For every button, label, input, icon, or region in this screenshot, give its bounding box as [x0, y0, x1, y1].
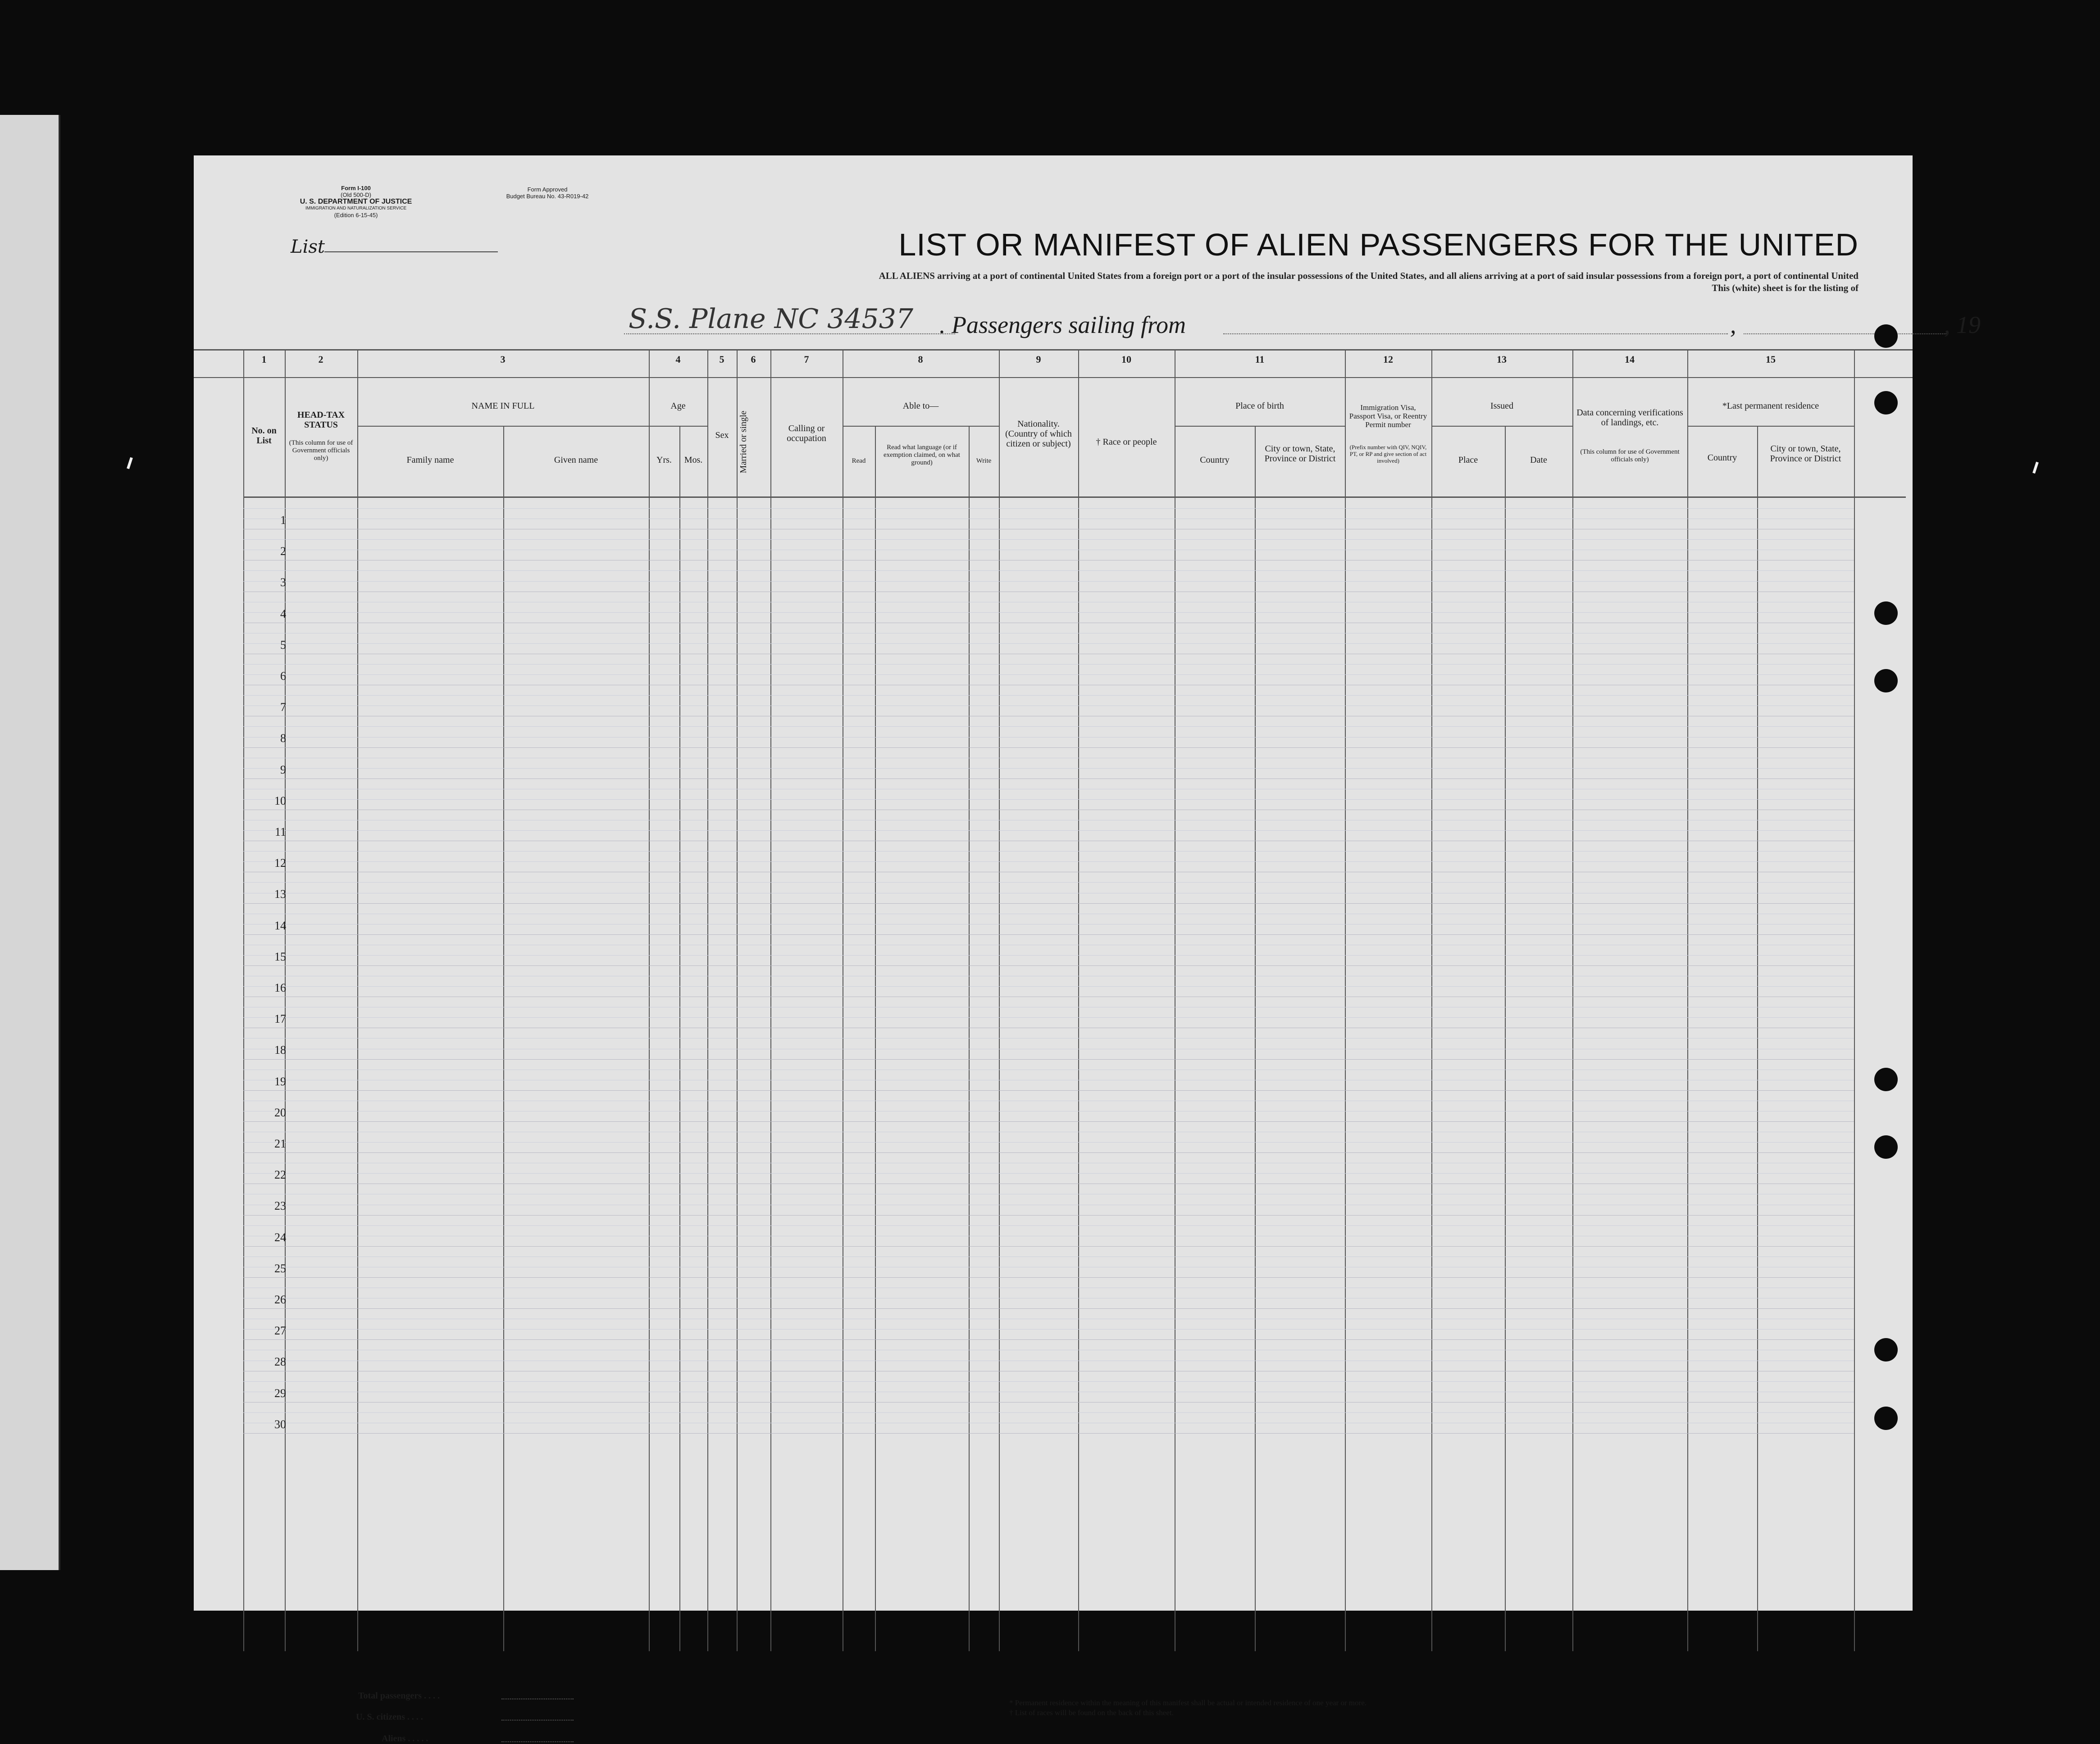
- header-age-yrs: Yrs.: [656, 455, 672, 465]
- row-number: 30: [274, 1417, 286, 1431]
- row-rule: [243, 799, 1854, 800]
- header-issued: Issued: [1490, 401, 1514, 411]
- header-visa-note: (Prefix number with QIV, NQIV, PT, or RP and give section of act involved): [1349, 444, 1427, 464]
- subheader-line: [357, 426, 649, 427]
- col-line: [1572, 349, 1573, 1651]
- row-rule: [243, 1412, 1854, 1413]
- row-rule: [243, 1433, 1854, 1434]
- us-citizens-label: U. S. citizens . . . .: [356, 1712, 423, 1722]
- col-line: [1854, 349, 1855, 1651]
- header-age-mos: Mos.: [684, 455, 703, 465]
- column-number-7: 7: [804, 354, 809, 365]
- subheader-line: [1175, 426, 1345, 427]
- row-number: 11: [274, 825, 286, 838]
- punch-hole: [1874, 1135, 1898, 1159]
- subtitle-line-2: This (white) sheet is for the listing of: [1712, 282, 1859, 293]
- column-number-12: 12: [1383, 354, 1393, 365]
- row-rule: [243, 612, 1854, 613]
- column-number-3: 3: [500, 354, 506, 365]
- subheader-line: [1431, 426, 1572, 427]
- punch-hole: [1874, 669, 1898, 692]
- row-number: 19: [274, 1075, 286, 1088]
- punch-hole: [1874, 1068, 1898, 1091]
- column-number-11: 11: [1255, 354, 1265, 365]
- subheader-line: [843, 426, 999, 427]
- header-nationality: Nationality. (Country of which citizen or subject): [1005, 419, 1072, 449]
- punch-hole: [1874, 1407, 1898, 1430]
- header-no-on-list: No. on List: [251, 426, 277, 446]
- row-rule: [243, 539, 1854, 540]
- aliens-label: Aliens . . . . .: [382, 1734, 428, 1744]
- table-top-border: [194, 349, 1913, 351]
- row-number: 5: [280, 638, 286, 651]
- row-number: 8: [280, 732, 286, 745]
- row-rule: [243, 1059, 1854, 1060]
- adjacent-page-edge: [0, 115, 60, 1570]
- manifest-sheet: [194, 155, 1981, 1744]
- header-age: Age: [670, 401, 686, 411]
- column-number-13: 13: [1497, 354, 1507, 365]
- row-rule: [243, 1173, 1854, 1174]
- edition: (Edition 6-15-45): [334, 212, 378, 219]
- row-number: 14: [274, 919, 286, 932]
- row-rule: [243, 1215, 1854, 1216]
- row-rule: [243, 934, 1854, 935]
- form-approval: [473, 186, 622, 200]
- row-rule: [243, 570, 1854, 571]
- header-issued-date: Date: [1530, 455, 1547, 465]
- column-number-6: 6: [751, 354, 756, 365]
- row-number: 24: [274, 1230, 286, 1244]
- col-line: [1345, 349, 1346, 1651]
- row-number: 20: [274, 1106, 286, 1119]
- row-number: 21: [274, 1137, 286, 1150]
- header-read-language: Read what language (or if exemption claimed, on what ground): [884, 444, 960, 466]
- row-rule: [243, 1277, 1854, 1278]
- row-number: 22: [274, 1168, 286, 1182]
- column-number-divider: [194, 377, 1913, 378]
- footnote-races: † List of races will be found on the back of this sheet.: [1009, 1708, 1174, 1717]
- row-rule: [243, 1152, 1854, 1153]
- row-rule: [243, 861, 1854, 862]
- row-rule: [243, 508, 1854, 509]
- form-header-left: [275, 185, 437, 219]
- row-rule: [243, 674, 1854, 675]
- row-number: 4: [280, 607, 286, 620]
- column-number-15: 15: [1766, 354, 1776, 365]
- row-rule: [243, 737, 1854, 738]
- vessel-field[interactable]: [624, 333, 955, 334]
- header-given-name: Given name: [554, 455, 598, 465]
- form-approved: Form Approved: [527, 186, 568, 193]
- header-head-tax-note: (This column for use of Government officials only): [289, 439, 353, 462]
- header-head-tax: HEAD-TAX STATUS: [297, 410, 345, 430]
- row-rule: [243, 664, 1854, 665]
- row-number: 3: [280, 576, 286, 589]
- col-line: [1078, 349, 1079, 1651]
- page-title: LIST OR MANIFEST OF ALIEN PASSENGERS FOR THE UNITED: [898, 227, 1859, 262]
- punch-hole: [1874, 324, 1898, 348]
- column-number-5: 5: [719, 354, 724, 365]
- row-rule: [243, 882, 1854, 883]
- row-rule: [243, 1381, 1854, 1382]
- header-birth-country: Country: [1200, 455, 1230, 465]
- header-birth-city: City or town, State, Province or District: [1264, 444, 1336, 464]
- col-line: [1431, 349, 1432, 1651]
- column-number-1: 1: [261, 354, 267, 365]
- row-rule: [243, 1308, 1854, 1309]
- header-landings-note: (This column for use of Government officials only): [1580, 448, 1680, 463]
- row-number: 15: [274, 950, 286, 963]
- budget-bureau-number: Budget Bureau No. 43-R019-42: [506, 193, 589, 200]
- service: IMMIGRATION AND NATURALIZATION SERVICE: [305, 206, 407, 211]
- total-passengers-label: Total passengers . . . .: [358, 1691, 440, 1701]
- row-rule: [243, 965, 1854, 966]
- department: U. S. DEPARTMENT OF JUSTICE: [300, 198, 412, 205]
- col-line: [737, 349, 738, 1651]
- header-family-name: Family name: [406, 455, 454, 465]
- row-number: 23: [274, 1199, 286, 1213]
- header-residence-city: City or town, State, Province or District: [1770, 444, 1841, 464]
- subtitle-line-1: ALL ALIENS arriving at a port of continental United States from a foreign port or a port of the insular possessions of the United States, and all aliens arriving at a port of said insular possessions from a foreign port, a port of continental United: [879, 270, 1859, 281]
- row-rule: [243, 955, 1854, 956]
- header-calling: Calling or occupation: [787, 423, 826, 443]
- row-number: 16: [274, 981, 286, 994]
- row-rule: [243, 986, 1854, 987]
- row-number: 10: [274, 794, 286, 807]
- header-race: † Race or people: [1096, 437, 1157, 447]
- row-rule: [243, 726, 1854, 727]
- row-rule: [243, 747, 1854, 748]
- row-rule: [243, 695, 1854, 696]
- header-bottom-border: [243, 496, 1906, 498]
- subheader-line: [649, 426, 707, 427]
- header-landings: Data concerning verifications of landings, etc.: [1576, 408, 1683, 428]
- header-name-in-full: NAME IN FULL: [471, 401, 535, 411]
- list-label: List: [291, 237, 325, 257]
- punch-hole: [1874, 601, 1898, 625]
- punch-hole: [1874, 391, 1898, 414]
- header-issued-place: Place: [1458, 455, 1478, 465]
- header-last-residence: *Last permanent residence: [1722, 401, 1819, 411]
- row-number: 9: [280, 763, 286, 776]
- row-rule: [243, 830, 1854, 831]
- row-number: 13: [274, 888, 286, 901]
- header-place-of-birth: Place of birth: [1235, 401, 1284, 411]
- footnote-permanent: * Permanent residence within the meaning of this manifest shall be actual or intended residence of one year or more.: [1009, 1698, 1367, 1707]
- row-number: 26: [274, 1293, 286, 1306]
- edge-mark: [2032, 462, 2039, 474]
- subheader-line: [1687, 426, 1854, 427]
- row-rule: [243, 1090, 1854, 1091]
- row-rule: [243, 1246, 1854, 1247]
- col-line: [707, 349, 708, 1651]
- sailing-from-field[interactable]: [1223, 333, 1728, 334]
- old-form-number: (Old 500-D): [341, 191, 371, 198]
- row-number: 29: [274, 1386, 286, 1400]
- row-number: 18: [274, 1043, 286, 1057]
- col-line: [999, 349, 1000, 1651]
- column-number-10: 10: [1121, 354, 1131, 365]
- column-number-9: 9: [1036, 354, 1041, 365]
- row-rule: [243, 1121, 1854, 1122]
- row-rule: [243, 1017, 1854, 1018]
- row-rule: [243, 1142, 1854, 1143]
- row-number: 2: [280, 545, 286, 558]
- row-rule: [243, 643, 1854, 644]
- col-line: [770, 349, 771, 1651]
- column-number-2: 2: [318, 354, 323, 365]
- vessel-name-handwritten: S.S. Plane NC 34537: [629, 303, 914, 335]
- header-residence-country: Country: [1707, 453, 1737, 463]
- row-number: 6: [280, 669, 286, 683]
- us-citizens-field[interactable]: [501, 1720, 574, 1721]
- punch-hole: [1874, 1338, 1898, 1362]
- row-number: 17: [274, 1012, 286, 1026]
- comma: ,: [1730, 311, 1736, 338]
- row-number: 12: [274, 856, 286, 870]
- edge-mark: [127, 457, 133, 469]
- col-line: [649, 349, 650, 1651]
- row-rule: [243, 903, 1854, 904]
- header-sex: Sex: [715, 430, 729, 440]
- form-number: Form I-100: [341, 185, 371, 191]
- row-rule: [243, 1329, 1854, 1330]
- column-number-4: 4: [675, 354, 681, 365]
- year-label: , 19: [1944, 311, 1981, 338]
- row-number: 7: [280, 701, 286, 714]
- total-passengers-field[interactable]: [501, 1698, 574, 1699]
- list-field[interactable]: [324, 251, 498, 252]
- row-rule: [243, 851, 1854, 852]
- row-number: 27: [274, 1324, 286, 1338]
- header-married-single: Married or single: [738, 410, 748, 474]
- row-rule: [243, 1225, 1854, 1226]
- date-field[interactable]: [1744, 333, 1946, 334]
- header-visa: Immigration Visa, Passport Visa, or Reentry Permit number: [1349, 403, 1427, 429]
- header-write: Write: [976, 457, 992, 464]
- aliens-field[interactable]: [501, 1741, 574, 1742]
- header-read: Read: [852, 457, 866, 464]
- passengers-sailing-label: . Passengers sailing from: [939, 311, 1186, 338]
- row-rule: [243, 768, 1854, 769]
- header-able-to: Able to—: [902, 401, 939, 411]
- row-number: 1: [280, 514, 286, 527]
- col-line: [1687, 349, 1688, 1651]
- col-line: [243, 349, 244, 1651]
- row-number: 25: [274, 1261, 286, 1275]
- col-line: [357, 349, 358, 1651]
- row-number: 28: [274, 1355, 286, 1369]
- column-number-8: 8: [918, 354, 923, 365]
- column-number-14: 14: [1625, 354, 1635, 365]
- row-rule: [243, 581, 1854, 582]
- row-rule: [243, 1339, 1854, 1340]
